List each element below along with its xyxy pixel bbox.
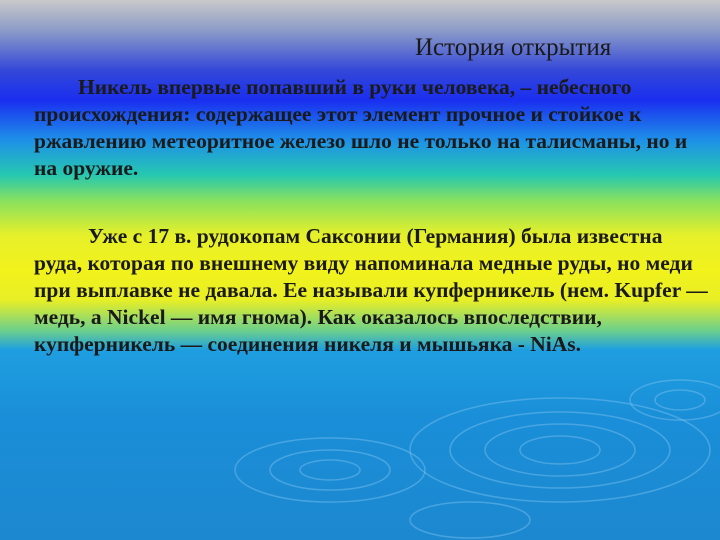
paragraph-2: Уже с 17 в. рудокопам Саксонии (Германия) была известна руда, которая по внешнему виду напоминала медные руды, но меди при выплавке не давала. Ее называли купферникель (нем. Kupfer — медь, а Nickel — имя гнома). Как оказалось впоследствии, купферникель — соединения никеля и мышьяка - NiAs.: [34, 224, 708, 356]
paragraph-1: Никель впервые попавший в руки человека, – небесного происхождения: содержащее этот элемент прочное и стойкое к ржавлению метеоритное железо шло не только на талисманы, но и на оружие.: [34, 75, 688, 180]
slide-title: История открытия: [415, 34, 612, 61]
